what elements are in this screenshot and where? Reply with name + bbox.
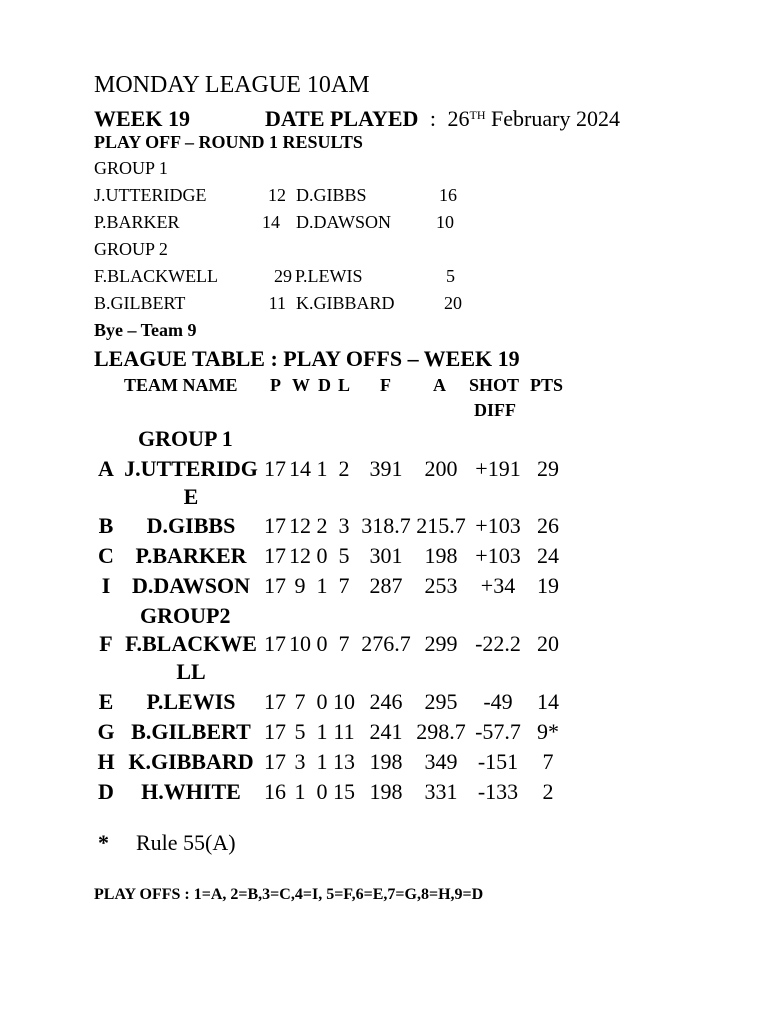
date-separator: : bbox=[429, 106, 437, 131]
cell-l: 7 bbox=[338, 573, 350, 598]
cell-p: 17 bbox=[264, 689, 286, 714]
team-code: D bbox=[98, 779, 114, 804]
cell-p: 17 bbox=[264, 456, 286, 481]
cell-p: 17 bbox=[264, 573, 286, 598]
result-away-team: D.DAWSON bbox=[296, 212, 392, 232]
cell-f: 198 bbox=[369, 749, 403, 774]
cell-f: 391 bbox=[369, 456, 403, 481]
team-name: P.BARKER bbox=[135, 543, 247, 568]
header-p: P bbox=[270, 375, 281, 395]
result-away-score: 5 bbox=[446, 266, 455, 286]
team-code: C bbox=[98, 543, 114, 568]
footnote-text: Rule 55(A) bbox=[136, 830, 236, 855]
table-group-1: GROUP 1 bbox=[138, 426, 233, 451]
cell-d: 2 bbox=[316, 513, 328, 538]
cell-pts: 29 bbox=[537, 456, 559, 481]
cell-p: 17 bbox=[264, 513, 286, 538]
result-home-team: J.UTTERIDGE bbox=[94, 185, 207, 205]
team-name: B.GILBERT bbox=[131, 719, 251, 744]
team-name: D.GIBBS bbox=[146, 513, 236, 538]
cell-diff: +103 bbox=[475, 543, 521, 568]
date-suffix: TH bbox=[469, 108, 486, 122]
cell-diff: -57.7 bbox=[475, 719, 521, 744]
cell-diff: +103 bbox=[475, 513, 521, 538]
cell-d: 0 bbox=[316, 543, 328, 568]
date-day: 26 bbox=[447, 106, 470, 131]
cell-w: 14 bbox=[289, 456, 311, 481]
result-home-score: 14 bbox=[262, 212, 280, 232]
cell-d: 1 bbox=[316, 749, 328, 774]
header-team-name: TEAM NAME bbox=[124, 375, 238, 395]
results-group-1: GROUP 1 bbox=[94, 158, 168, 178]
cell-w: 3 bbox=[294, 749, 306, 774]
league-title: MONDAY LEAGUE 10AM bbox=[94, 72, 370, 98]
team-code: H bbox=[97, 749, 115, 774]
date-played-label: DATE PLAYED bbox=[265, 106, 419, 131]
cell-f: 198 bbox=[369, 779, 403, 804]
bye-note: Bye – Team 9 bbox=[94, 320, 197, 340]
header-pts: PTS bbox=[530, 375, 564, 395]
cell-l: 7 bbox=[338, 631, 350, 656]
header-w: W bbox=[292, 375, 310, 395]
cell-pts: 26 bbox=[537, 513, 559, 538]
team-name: D.DAWSON bbox=[132, 573, 250, 598]
result-home-score: 12 bbox=[268, 185, 286, 205]
footnote-star: * bbox=[98, 830, 109, 855]
team-code: A bbox=[98, 456, 114, 481]
cell-l: 15 bbox=[333, 779, 355, 804]
cell-l: 10 bbox=[333, 689, 355, 714]
cell-pts: 14 bbox=[537, 689, 559, 714]
cell-w: 5 bbox=[294, 719, 306, 744]
team-code: E bbox=[98, 689, 114, 714]
cell-f: 287 bbox=[369, 573, 403, 598]
cell-pts: 20 bbox=[537, 631, 559, 656]
cell-l: 11 bbox=[333, 719, 355, 744]
cell-f: 276.7 bbox=[361, 631, 411, 656]
cell-a: 295 bbox=[424, 689, 458, 714]
cell-l: 13 bbox=[333, 749, 355, 774]
cell-l: 5 bbox=[338, 543, 350, 568]
cell-pts: 24 bbox=[537, 543, 559, 568]
cell-d: 1 bbox=[316, 719, 328, 744]
header-diff: DIFF bbox=[474, 400, 516, 420]
date-line bbox=[265, 106, 620, 132]
header-d: D bbox=[318, 375, 331, 395]
result-away-team: K.GIBBARD bbox=[296, 293, 395, 313]
cell-diff: -49 bbox=[483, 689, 513, 714]
cell-l: 3 bbox=[338, 513, 350, 538]
cell-p: 16 bbox=[264, 779, 286, 804]
team-code: B bbox=[98, 513, 114, 538]
cell-pts: 19 bbox=[537, 573, 559, 598]
cell-pts: 2 bbox=[542, 779, 554, 804]
cell-a: 253 bbox=[424, 573, 458, 598]
result-home-team: P.BARKER bbox=[94, 212, 180, 232]
cell-a: 299 bbox=[424, 631, 458, 656]
result-away-team: D.GIBBS bbox=[296, 185, 367, 205]
cell-diff: +191 bbox=[475, 456, 521, 481]
team-name: H.WHITE bbox=[141, 779, 241, 804]
cell-w: 9 bbox=[294, 573, 306, 598]
cell-w: 12 bbox=[289, 543, 311, 568]
team-code: F bbox=[99, 631, 113, 656]
cell-diff: -133 bbox=[477, 779, 519, 804]
cell-p: 17 bbox=[264, 631, 286, 656]
cell-a: 349 bbox=[424, 749, 458, 774]
team-name: P.LEWIS bbox=[146, 689, 236, 714]
team-name: K.GIBBARD bbox=[128, 749, 254, 774]
cell-d: 0 bbox=[316, 631, 328, 656]
team-name-wrap: LL bbox=[176, 659, 206, 684]
result-home-team: B.GILBERT bbox=[94, 293, 186, 313]
table-group-2: GROUP2 bbox=[140, 603, 231, 628]
cell-f: 301 bbox=[369, 543, 403, 568]
cell-w: 7 bbox=[294, 689, 306, 714]
header-f: F bbox=[380, 375, 391, 395]
team-code: I bbox=[101, 573, 111, 598]
cell-pts: 7 bbox=[542, 749, 554, 774]
cell-p: 17 bbox=[264, 543, 286, 568]
cell-l: 2 bbox=[338, 456, 350, 481]
table-title: LEAGUE TABLE : PLAY OFFS – WEEK 19 bbox=[94, 346, 520, 371]
cell-f: 246 bbox=[369, 689, 403, 714]
date-rest: February 2024 bbox=[491, 106, 620, 131]
cell-p: 17 bbox=[264, 749, 286, 774]
team-code: G bbox=[97, 719, 115, 744]
header-a: A bbox=[433, 375, 446, 395]
week-label: WEEK 19 bbox=[94, 106, 190, 131]
result-away-score: 16 bbox=[439, 185, 457, 205]
result-home-team: F.BLACKWELL bbox=[94, 266, 219, 286]
cell-a: 298.7 bbox=[416, 719, 466, 744]
playoffs-summary: PLAY OFFS : 1=A, 2=B,3=C,4=I, 5=F,6=E,7=G,8=H,9=D bbox=[94, 886, 484, 903]
cell-d: 0 bbox=[316, 779, 328, 804]
header-shot: SHOT bbox=[469, 375, 520, 395]
result-away-team: P.LEWIS bbox=[295, 266, 363, 286]
cell-pts: 9* bbox=[537, 719, 559, 744]
cell-p: 17 bbox=[264, 719, 286, 744]
cell-diff: +34 bbox=[480, 573, 516, 598]
result-away-score: 10 bbox=[436, 212, 454, 232]
cell-f: 241 bbox=[369, 719, 403, 744]
results-title: PLAY OFF – ROUND 1 RESULTS bbox=[94, 132, 363, 152]
result-away-score: 20 bbox=[444, 293, 462, 313]
cell-d: 1 bbox=[316, 573, 328, 598]
result-home-score: 11 bbox=[268, 293, 286, 313]
cell-w: 10 bbox=[289, 631, 311, 656]
team-name-wrap: E bbox=[183, 484, 199, 509]
cell-a: 331 bbox=[424, 779, 458, 804]
cell-a: 215.7 bbox=[416, 513, 466, 538]
cell-a: 200 bbox=[424, 456, 458, 481]
cell-d: 0 bbox=[316, 689, 328, 714]
team-name: J.UTTERIDG bbox=[124, 456, 258, 481]
result-home-score: 29 bbox=[274, 266, 292, 286]
cell-diff: -151 bbox=[477, 749, 519, 774]
cell-w: 12 bbox=[289, 513, 311, 538]
cell-d: 1 bbox=[316, 456, 328, 481]
results-group-2: GROUP 2 bbox=[94, 239, 168, 259]
cell-diff: -22.2 bbox=[475, 631, 521, 656]
cell-w: 1 bbox=[294, 779, 306, 804]
cell-a: 198 bbox=[424, 543, 458, 568]
header-l: L bbox=[338, 375, 351, 395]
cell-f: 318.7 bbox=[361, 513, 411, 538]
team-name: F.BLACKWE bbox=[125, 631, 257, 656]
